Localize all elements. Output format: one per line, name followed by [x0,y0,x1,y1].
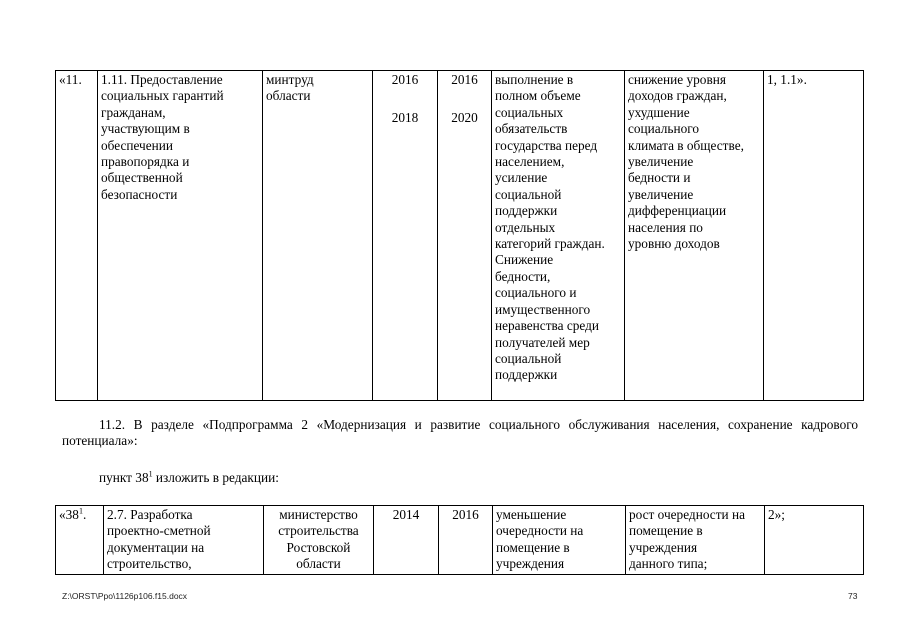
table-row [56,506,864,575]
result-line: социальной [495,350,562,366]
measure-line: социальных гарантий [101,88,224,104]
consequences-line: климата в обществе, [628,137,744,153]
consequences-line: рост очередности на [629,507,745,522]
result-line: категорий граждан. [495,236,605,252]
result-line: уменьшение [496,507,567,522]
result-line: очередности на [496,523,584,539]
paragraph-item-text: пункт 38 [99,470,149,485]
result-line: получателей мер [495,334,590,350]
start-year-1: 2016 [391,72,419,87]
link-cell: 1, 1.1». [764,71,864,401]
result-line: населением, [495,154,565,170]
measure-line: документации на [107,539,205,555]
row-number-dot: . [82,507,87,522]
result-line: бедности, [495,268,551,284]
footer-file-path: Z:\ORST\Ppo\1126p106.f15.docx [62,591,188,601]
row-number [56,506,104,575]
consequences-cell [626,506,765,575]
result-line: полном объеме [495,88,581,104]
executor-cell [263,71,373,401]
consequences-line: социального [628,121,700,137]
executor-line: области [296,556,341,572]
table-row [56,71,864,401]
result-line: усиление [495,170,548,186]
paragraph-item-38 [99,470,895,486]
consequences-line: уровню доходов [628,236,720,252]
result-line: неравенства среди [495,318,599,334]
result-line: имущественного [495,301,591,317]
measure-line: гражданам, [101,104,166,120]
link-cell: 2»; [765,506,864,575]
consequences-line: данного типа; [629,556,708,572]
measure-cell [98,71,263,401]
paragraph-section-2: 11.2. В разделе «Подпрограмма 2 «Модернизация и развитие социального обслуживания населения, сохранение кадрового потенциала»: [62,417,858,449]
result-line: учреждения [496,556,565,572]
consequences-line: дифференциации [628,203,727,219]
executor-line: Ростовской [286,539,351,555]
end-year-2: 2020 [451,110,478,126]
measures-table-2 [55,505,864,575]
end-year-1: 2016 [451,72,478,87]
start-year-cell [373,71,438,401]
measure-line: 1.11. Предоставление [101,72,223,87]
result-line: обязательств [495,121,568,137]
consequences-line: снижение уровня [628,72,726,87]
measure-line: безопасности [101,186,178,202]
consequences-line: увеличение [628,186,694,202]
end-year-cell: 2016 [439,506,493,575]
measure-line: участвующим в [101,121,190,137]
consequences-line: доходов граждан, [628,88,727,104]
row-number: «11. [56,71,98,401]
measure-cell [104,506,264,575]
start-year-cell: 2014 [374,506,439,575]
paragraph-item-tail: изложить в редакции: [152,470,279,485]
measure-line: обеспечении [101,137,173,153]
result-line: поддержки [495,367,558,383]
executor-cell [264,506,374,575]
result-line: отдельных [495,219,556,235]
result-line: Снижение [495,252,554,268]
result-line: социальных [495,104,564,120]
consequences-line: населения по [628,219,703,235]
result-line: выполнение в [495,72,574,87]
row-number-text: «38 [59,507,79,522]
footer-page-number: 73 [848,591,858,601]
executor-line: минтруд [266,72,314,87]
consequences-line: увеличение [628,154,694,170]
consequences-line: помещение в [629,523,703,539]
consequences-line: ухудшение [628,104,690,120]
measure-line: правопорядка и [101,154,190,170]
consequences-line: учреждения [629,539,698,555]
consequences-line: бедности и [628,170,691,186]
executor-line: области [266,88,311,104]
result-line: социального и [495,285,577,301]
measure-line: 2.7. Разработка [107,507,193,522]
superscript: 1 [78,506,83,516]
result-line: помещение в [496,539,570,555]
superscript: 1 [148,469,153,479]
result-cell [493,506,626,575]
executor-line: строительства [278,523,359,539]
measure-line: общественной [101,170,183,186]
executor-line: министерство [279,507,358,522]
result-line: социальной [495,186,562,202]
result-line: поддержки [495,203,558,219]
measure-line: строительство, [107,556,192,572]
measures-table-1 [55,70,864,401]
measure-line: проектно-сметной [107,523,211,539]
result-cell [492,71,625,401]
result-line: государства перед [495,137,598,153]
start-year-2: 2018 [391,110,419,126]
end-year-cell [438,71,492,401]
consequences-cell [625,71,764,401]
